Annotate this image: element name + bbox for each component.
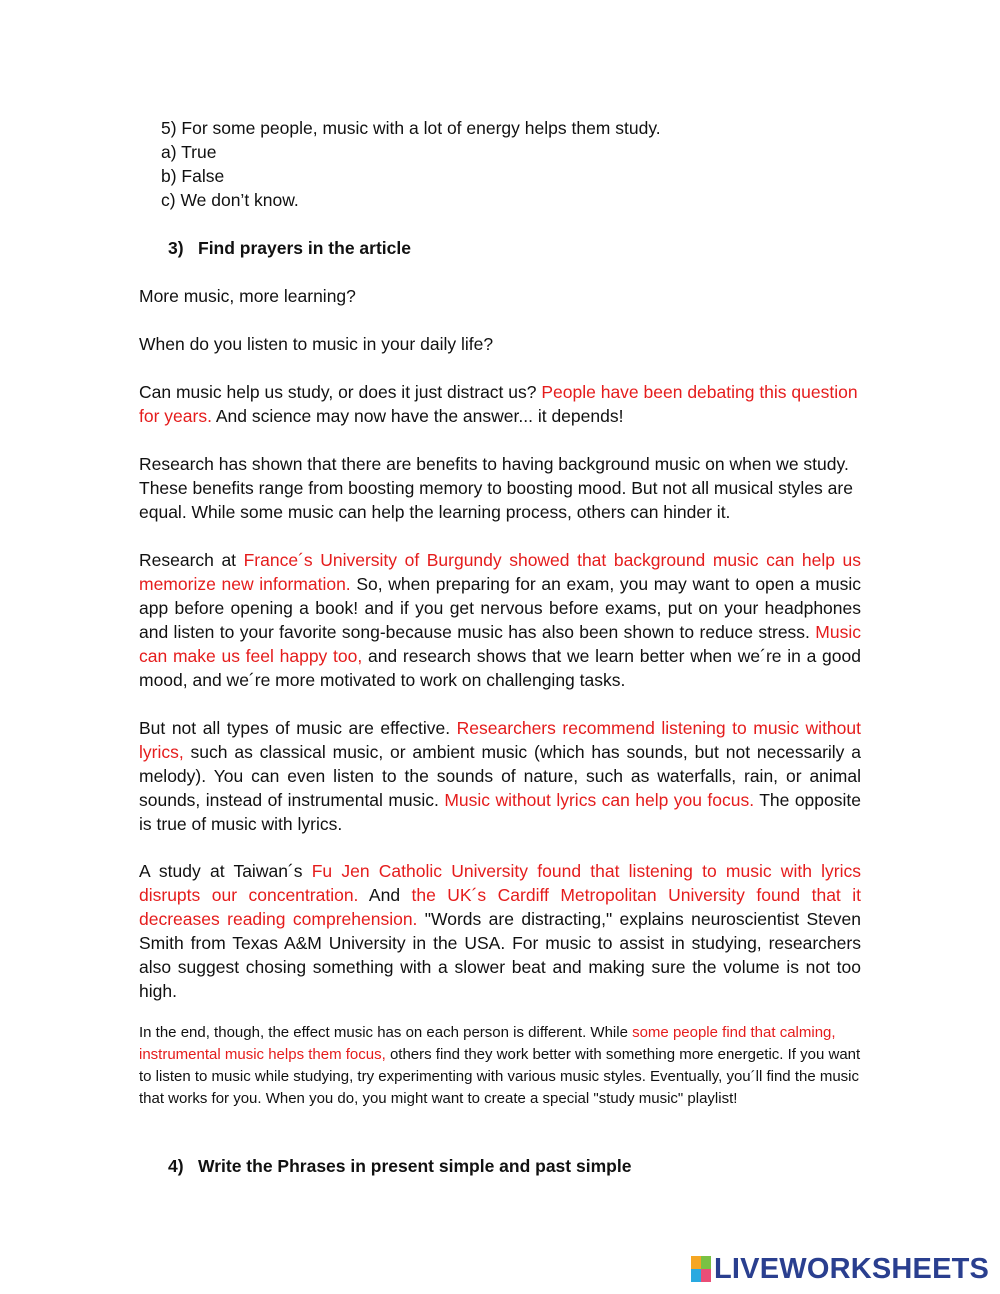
article-question: When do you listen to music in your daily life? xyxy=(139,334,494,354)
section-4-title: Write the Phrases in present simple and past simple xyxy=(198,1156,632,1176)
paragraph-6 xyxy=(139,1022,861,1110)
paragraph-1-text-a: Can music help us study, or does it just distract us? xyxy=(139,382,542,402)
question-5-prompt: 5) For some people, music with a lot of energy helps them study. xyxy=(161,118,661,138)
paragraph-5-text-a: A study at Taiwan´s xyxy=(139,861,312,881)
section-3-heading xyxy=(168,236,411,260)
question-5-option-a: a) True xyxy=(161,142,217,162)
paragraph-3-text-c: So, when preparing for an exam, you may want to open a music app before opening a book! and if you get nervous before exams, put on your headphones and listen to your favorite song-because music has also been shown to reduce stress. xyxy=(139,574,861,642)
paragraph-4-highlight-2: Music without lyrics can help you focus. xyxy=(444,790,755,810)
section-4-heading xyxy=(168,1154,631,1178)
liveworksheets-logo-icon xyxy=(691,1256,711,1282)
paragraph-6-text-a: In the end, though, the effect music has on each person is different. While xyxy=(139,1024,633,1041)
paragraph-3-text-a: Research at xyxy=(139,550,244,570)
liveworksheets-logo-text: LIVEWORKSHEETS xyxy=(714,1252,990,1285)
question-5-option-b: b) False xyxy=(161,166,225,186)
paragraph-3-text-e: and research shows that we learn better when we´re in a good mood, and we´re more motivated to work on challenging tasks. xyxy=(139,646,861,690)
paragraph-1-highlight: People have been debating this question for years. xyxy=(139,382,858,426)
paragraph-3-highlight-2: Music can make us feel happy too, xyxy=(139,622,861,666)
paragraph-4 xyxy=(139,716,861,836)
section-3-title: Find prayers in the article xyxy=(198,238,411,258)
paragraph-1 xyxy=(139,380,861,428)
paragraph-1-text-c: And science may now have the answer... it depends! xyxy=(211,406,624,426)
section-3-number: 3) xyxy=(168,238,184,258)
paragraph-6-text-c: others find they work better with something more energetic. If you want to listen to music while studying, try experimenting with various music styles. Eventually, you´ll find the music that works for you. When you do, you might want to create a special "study music" playlist! xyxy=(139,1046,861,1107)
paragraph-3 xyxy=(139,548,861,692)
paragraph-5-text-e: "Words are distracting," explains neuroscientist Steven Smith from Texas A&M University in the USA. For music to assist in studying, researchers also suggest chosing something with a slower beat and making sure the volume is not too high. xyxy=(139,909,861,1001)
logo-badge-tile-1 xyxy=(691,1256,701,1269)
paragraph-3-highlight-1: France´s University of Burgundy showed that background music can help us memorize new information. xyxy=(139,550,861,594)
logo-badge-tile-4 xyxy=(701,1269,711,1282)
paragraph-4-text-e: The opposite is true of music with lyrics. xyxy=(139,790,861,834)
paragraph-5 xyxy=(139,859,861,1003)
question-5-option-c: c) We don’t know. xyxy=(161,190,299,210)
article-title: More music, more learning? xyxy=(139,286,356,306)
logo-badge-tile-2 xyxy=(701,1256,711,1269)
logo-badge-tile-3 xyxy=(691,1269,701,1282)
paragraph-4-highlight-1: Researchers recommend listening to music without lyrics, xyxy=(139,718,861,762)
paragraph-5-text-c: And xyxy=(358,885,412,905)
paragraph-5-highlight-1: Fu Jen Catholic University found that listening to music with lyrics disrupts our concentration. xyxy=(139,861,861,905)
paragraph-6-highlight: some people find that calming, instrumental music helps them focus, xyxy=(139,1024,836,1063)
section-4-number: 4) xyxy=(168,1156,184,1176)
paragraph-4-text-c: such as classical music, or ambient music (which has sounds, but not necessarily a melody). You can even listen to the sounds of nature, such as waterfalls, rain, or animal sounds, instead of instrumental music. xyxy=(139,742,861,810)
paragraph-4-text-a: But not all types of music are effective. xyxy=(139,718,457,738)
paragraph-2: Research has shown that there are benefits to having background music on when we study. These benefits range from boosting memory to boosting mood. But not all musical styles are equal. While some music can help the learning process, others can hinder it. xyxy=(139,454,853,522)
paragraph-5-highlight-2: the UK´s Cardiff Metropolitan University found that it decreases reading comprehension. xyxy=(139,885,861,929)
liveworksheets-logo xyxy=(691,1253,989,1285)
